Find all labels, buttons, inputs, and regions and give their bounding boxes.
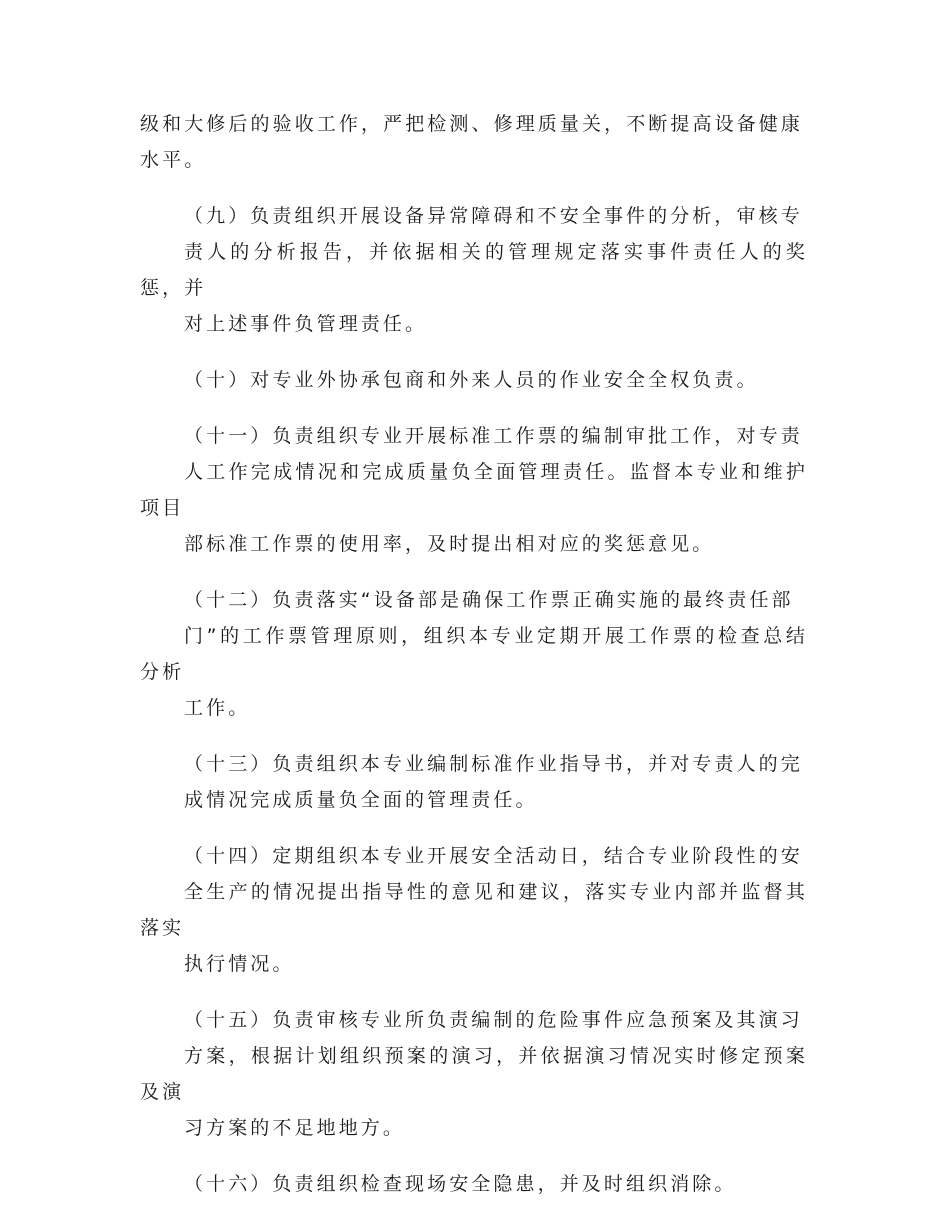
- text-line: 执行情况。: [184, 953, 295, 975]
- paragraph-item-16: [140, 1166, 808, 1202]
- text-line: 工作。: [184, 697, 251, 719]
- paragraph-continuation: [140, 106, 808, 178]
- text-line: 门”的工作票管理原则，组织本专业定期开展工作票的检查总结分析: [140, 625, 808, 683]
- paragraph-item-11: [140, 418, 808, 562]
- text-line: 部标准工作票的使用率，及时提出相对应的奖惩意见。: [184, 533, 715, 555]
- text-line: （十）对专业外协承包商和外来人员的作业安全全权负责。: [184, 369, 759, 391]
- text-line: （十五）负责审核专业所负责编制的危险事件应急预案及其演习: [184, 1009, 803, 1031]
- text-line: （九）负责组织开展设备异常障碍和不安全事件的分析，审核专: [184, 205, 803, 227]
- paragraph-item-13: [140, 746, 808, 818]
- paragraph-item-12: [140, 582, 808, 726]
- paragraph-item-10: [140, 362, 808, 398]
- text-line: （十一）负责组织专业开展标准工作票的编制审批工作，对专责: [184, 425, 803, 447]
- text-line: 对上述事件负管理责任。: [184, 313, 428, 335]
- text-line: 方案，根据计划组织预案的演习，并依据演习情况实时修定预案及演: [140, 1045, 808, 1103]
- paragraph-item-9: [140, 198, 808, 342]
- text-line: 责人的分析报告，并依据相关的管理规定落实事件责任人的奖惩，并: [140, 241, 808, 299]
- text-line: （十四）定期组织本专业开展安全活动日，结合专业阶段性的安: [184, 845, 803, 867]
- text-line: 人工作完成情况和完成质量负全面管理责任。监督本专业和维护项目: [140, 461, 808, 519]
- text-line: 水平。: [140, 149, 207, 171]
- text-line: 级和大修后的验收工作，严把检测、修理质量关，不断提高设备健康: [140, 113, 804, 135]
- text-line: （十三）负责组织本专业编制标准作业指导书，并对专责人的完: [184, 753, 803, 775]
- text-line: （十六）负责组织检查现场安全隐患，并及时组织消除。: [184, 1173, 737, 1195]
- text-line: 成情况完成质量负全面的管理责任。: [184, 789, 538, 811]
- paragraph-item-15: [140, 1002, 808, 1146]
- text-line: 习方案的不足地地方。: [184, 1117, 406, 1139]
- text-line: （十二）负责落实“设备部是确保工作票正确实施的最终责任部: [184, 589, 794, 611]
- text-line: 全生产的情况提出指导性的意见和建议，落实专业内部并监督其落实: [140, 881, 808, 939]
- document-body: [140, 106, 808, 1222]
- paragraph-item-14: [140, 838, 808, 982]
